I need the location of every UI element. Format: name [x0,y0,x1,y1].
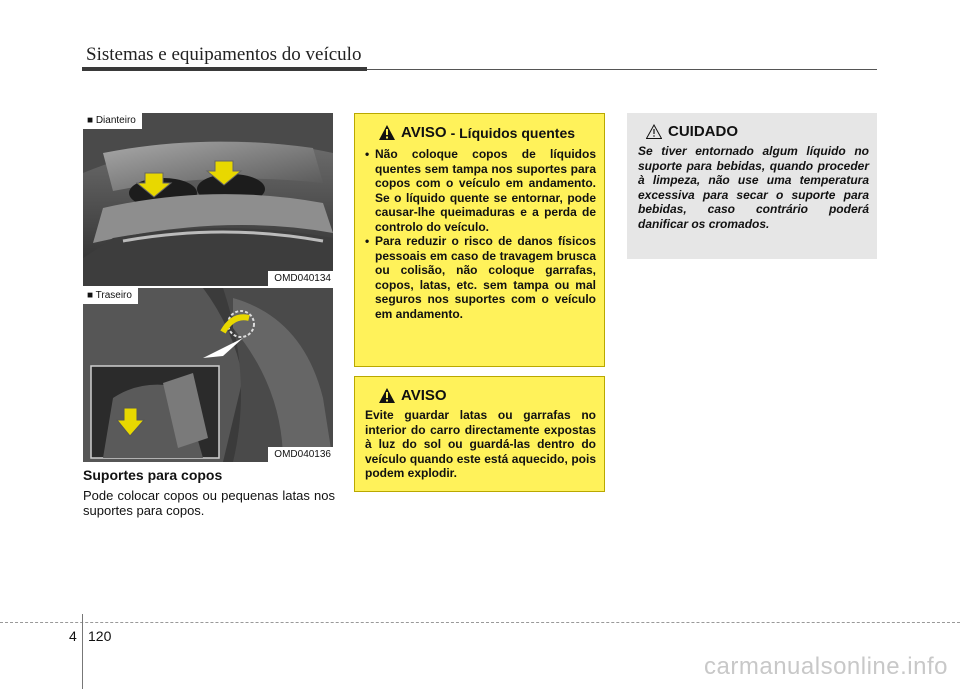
list-item: • Não coloque copos de líquidos quentes sem tampa nos suportes para copos com o veículo em andamento. Se o líquido quente se entornar, pode causar-lhe queimaduras e a perda de controlo do veículo. [365,147,596,234]
caution-text: Se tiver entornado algum líquido no suporte para bebidas, quando proceder à limpeza, não use uma temperatura excessiva para secar o suporte para bebidas, caso contrário poderá danificar os cromados. [638,144,869,231]
figure-code-front: OMD040134 [268,271,333,286]
rear-cupholder-illustration [83,288,333,462]
warning-cans-title [365,387,596,404]
rear-cupholder-photo [83,288,333,462]
page-number: 120 [88,628,112,644]
figure-label-front: ■ Dianteiro [83,113,142,129]
caution-triangle-icon [646,124,662,139]
warning-hot-liquids-title [365,124,596,141]
caution-title-text: CUIDADO [668,123,738,140]
section-body: Pode colocar copos ou pequenas latas nos suportes para copos. [83,488,335,518]
watermark: carmanualsonline.info [704,653,948,680]
chapter-number: 4 [69,628,77,644]
warning-list [365,147,596,321]
figure-code-rear: OMD040136 [268,447,333,462]
footer-rule [0,622,960,623]
front-cupholder-photo [83,113,333,286]
list-item: • Para reduzir o risco de danos físicos pessoais em caso de travagem brusca ou colisão, não coloque garrafas, copos, latas, etc. sem tampa ou mal seguros nos suportes com o veículo em andamento. [365,234,596,321]
header-rule-thick [82,67,367,71]
caution-title [638,123,869,140]
warning-hot-liquids-box [354,113,605,367]
warning-cans-text: Evite guardar latas ou garrafas no interior do carro directamente expostas à luz do sol ou guardá-las dentro do veículo quando este está aquecido, pois podem explodir. [365,408,596,480]
warning-title-text: AVISO [401,124,447,141]
front-cupholder-illustration [83,113,333,286]
footer-vertical-rule [82,614,83,689]
warning-triangle-icon [379,125,395,140]
caution-box [627,113,877,259]
warning-title-text: AVISO [401,387,447,404]
section-heading: Suportes para copos [83,467,223,483]
figure-label-rear: ■ Traseiro [83,288,138,304]
warning-cans-box [354,376,605,492]
warning-triangle-icon [379,388,395,403]
page-header-title: Sistemas e equipamentos do veículo [86,44,362,65]
warning-subtitle-text: - Líquidos quentes [450,124,576,141]
header-rule-thin [367,69,877,70]
